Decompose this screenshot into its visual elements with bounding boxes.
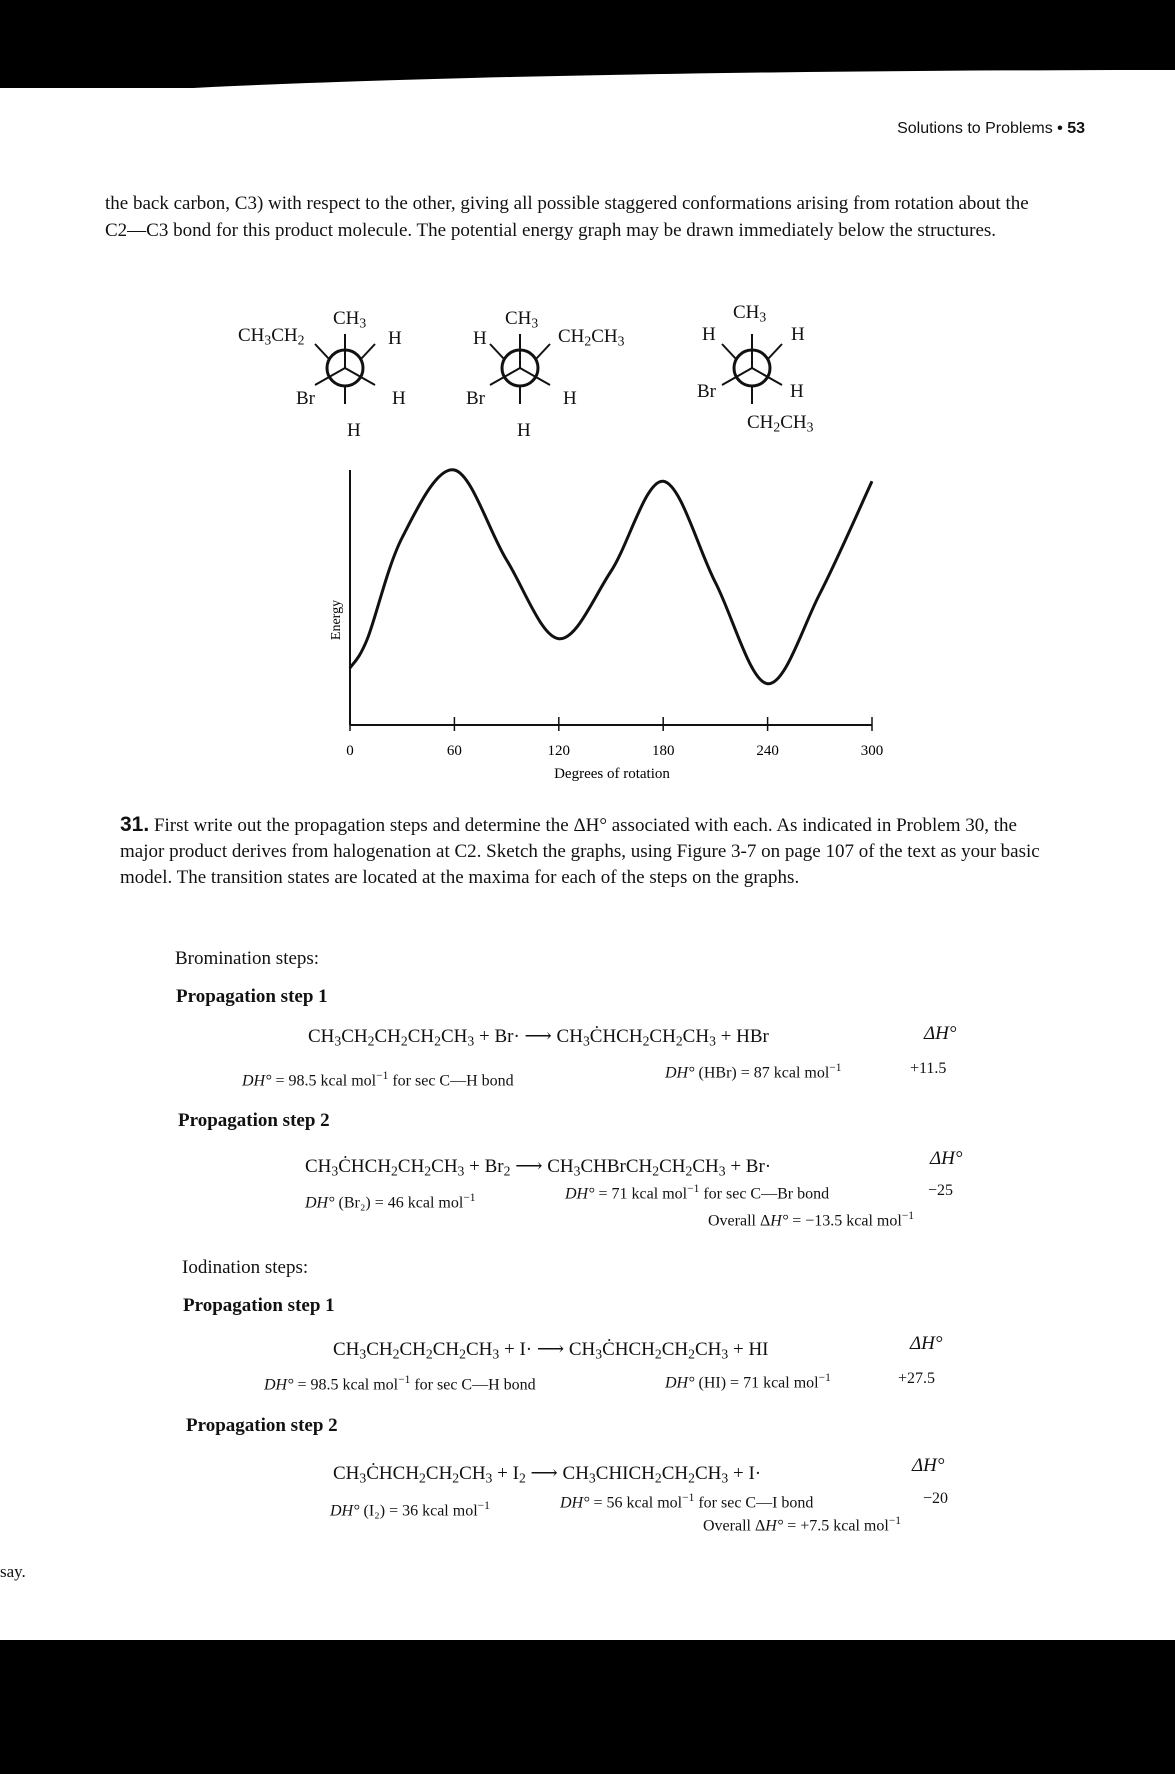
iodination-step2-left-note: DH° (I₂) = 36 kcal mol$^{-1}$ bbox=[330, 1500, 490, 1520]
x-axis-label: Degrees of rotation bbox=[554, 766, 670, 782]
newman-projection-1 bbox=[315, 334, 375, 404]
iodination-overall: Overall ΔH° = +7.5 kcal mol$^{-1}$ bbox=[703, 1515, 902, 1535]
newman-projection-3 bbox=[722, 334, 782, 404]
proj2-front-left: Br bbox=[466, 388, 485, 409]
iodination-title: Iodination steps: bbox=[182, 1257, 309, 1278]
energy-curve bbox=[350, 470, 872, 684]
bromination-step1-heading: Propagation step 1 bbox=[176, 986, 328, 1007]
x-tick-label-60: 60 bbox=[446, 743, 462, 759]
bromination-step2-heading: Propagation step 2 bbox=[178, 1110, 330, 1131]
running-header: Solutions to Problems • 53 bbox=[897, 120, 1085, 137]
x-tick-label-180: 180 bbox=[651, 743, 675, 759]
bromination-step2-equation: $CH_3ĊHCH_2CH_2CH_3 + Br_2$ ⟶ $CH_3CHBrCH_2CH_2CH_3 + Br\cdot$ bbox=[305, 1156, 772, 1179]
iodination-step1-equation: $CH_3CH_2CH_2CH_2CH_3 + I\cdot$ ⟶ $CH_3ĊHCH_2CH_2CH_3$ + HI bbox=[333, 1339, 769, 1362]
margin-mark: say. bbox=[0, 1562, 26, 1581]
proj1-front-right: H bbox=[392, 388, 406, 409]
iodination-step2-dh-value: −20 bbox=[923, 1490, 949, 1507]
newman-projection-2 bbox=[490, 334, 550, 404]
x-tick-label-240: 240 bbox=[756, 743, 779, 759]
bromination-step1-left-note: DH° = 98.5 kcal mol$^{-1}$ for sec C—H bond bbox=[242, 1070, 514, 1090]
proj2-back-top-left: H bbox=[473, 328, 487, 349]
bromination-step1-dh-label: ΔH° bbox=[924, 1023, 957, 1044]
iodination-step1-dh-value: +27.5 bbox=[898, 1370, 936, 1387]
x-tick-label-0: 0 bbox=[346, 743, 354, 759]
iodination-step2-dh-label: ΔH° bbox=[912, 1455, 945, 1476]
proj1-back-bottom: H bbox=[347, 420, 361, 441]
proj1-back-top-left: $CH_3CH_2$ bbox=[238, 325, 305, 348]
bromination-step1-equation: $CH_3CH_2CH_2CH_2CH_3 + Br\cdot$ ⟶ $CH_3ĊHCH_2CH_2CH_3$ + HBr bbox=[308, 1026, 769, 1049]
problem-number: 31. bbox=[120, 813, 150, 836]
problem-31 bbox=[120, 812, 1050, 891]
y-axis-label: Energy bbox=[329, 599, 344, 641]
x-tick-label-300: 300 bbox=[860, 743, 884, 759]
proj2-back-bottom: H bbox=[517, 420, 531, 441]
proj2-front-right: H bbox=[563, 388, 577, 409]
bromination-step1-dh-value: +11.5 bbox=[910, 1060, 947, 1077]
header-title: Solutions to Problems bbox=[897, 120, 1053, 137]
iodination-step2-right-note: DH° = 56 kcal mol$^{-1}$ for sec C—I bond bbox=[560, 1492, 814, 1512]
iodination-step1-right-note: DH° (HI) = 71 kcal mol$^{-1}$ bbox=[665, 1372, 831, 1392]
bromination-overall: Overall ΔH° = −13.5 kcal mol$^{-1}$ bbox=[708, 1210, 915, 1230]
proj3-back-top-right: H bbox=[791, 324, 805, 345]
bromination-step2-right-note: DH° = 71 kcal mol$^{-1}$ for sec C—Br bond bbox=[565, 1183, 830, 1203]
page-number: 53 bbox=[1067, 120, 1085, 137]
proj3-front-top: $CH_3$ bbox=[733, 302, 767, 325]
iodination-step1-dh-label: ΔH° bbox=[910, 1333, 943, 1354]
iodination-step1-left-note: DH° = 98.5 kcal mol$^{-1}$ for sec C—H bond bbox=[264, 1374, 536, 1394]
intro-paragraph: the back carbon, C3) with respect to the other, giving all possible staggered conformations arising from rotation about the C2—C3 bond for this product molecule. The potential energy graph may be drawn immediately below the structures. bbox=[105, 193, 1029, 241]
proj2-front-top: $CH_3$ bbox=[505, 308, 539, 331]
bromination-step1-right-note: DH° (HBr) = 87 kcal mol$^{-1}$ bbox=[665, 1062, 842, 1082]
bottom-scan-border bbox=[0, 1640, 1175, 1774]
proj3-back-top-left: H bbox=[702, 324, 716, 345]
bromination-title: Bromination steps: bbox=[175, 948, 320, 969]
proj2-back-top-right: $CH_2CH_3$ bbox=[558, 326, 625, 349]
proj3-back-bottom: $CH_2CH_3$ bbox=[747, 412, 814, 435]
proj1-back-top-right: H bbox=[388, 328, 402, 349]
x-tick-label-120: 120 bbox=[547, 743, 571, 759]
newman-projections bbox=[220, 300, 920, 450]
iodination-step1-heading: Propagation step 1 bbox=[183, 1295, 335, 1316]
iodination-step2-equation: $CH_3ĊHCH_2CH_2CH_3 + I_2$ ⟶ $CH_3CHICH_2CH_2CH_3 + I\cdot$ bbox=[333, 1463, 762, 1486]
proj1-front-top: $CH_3$ bbox=[333, 308, 367, 331]
proj1-front-left: Br bbox=[296, 388, 315, 409]
proj3-front-left: Br bbox=[697, 381, 716, 402]
bromination-step2-left-note: DH° (Br₂) = 46 kcal mol$^{-1}$ bbox=[305, 1192, 476, 1212]
problem-text: First write out the propagation steps and determine the ΔH° associated with each. As indicated in Problem 30, the major product derives from halogenation at C2. Sketch the graphs, using Figure 3-7 on page 107 of the text as your basic model. The transition states are located at the maxima for each of the steps on the graphs. bbox=[120, 815, 1040, 888]
proj3-front-right: H bbox=[790, 381, 804, 402]
bromination-step2-dh-value: −25 bbox=[928, 1182, 954, 1199]
iodination-step2-heading: Propagation step 2 bbox=[186, 1415, 338, 1436]
bromination-step2-dh-label: ΔH° bbox=[930, 1148, 963, 1169]
energy-chart bbox=[310, 455, 910, 800]
